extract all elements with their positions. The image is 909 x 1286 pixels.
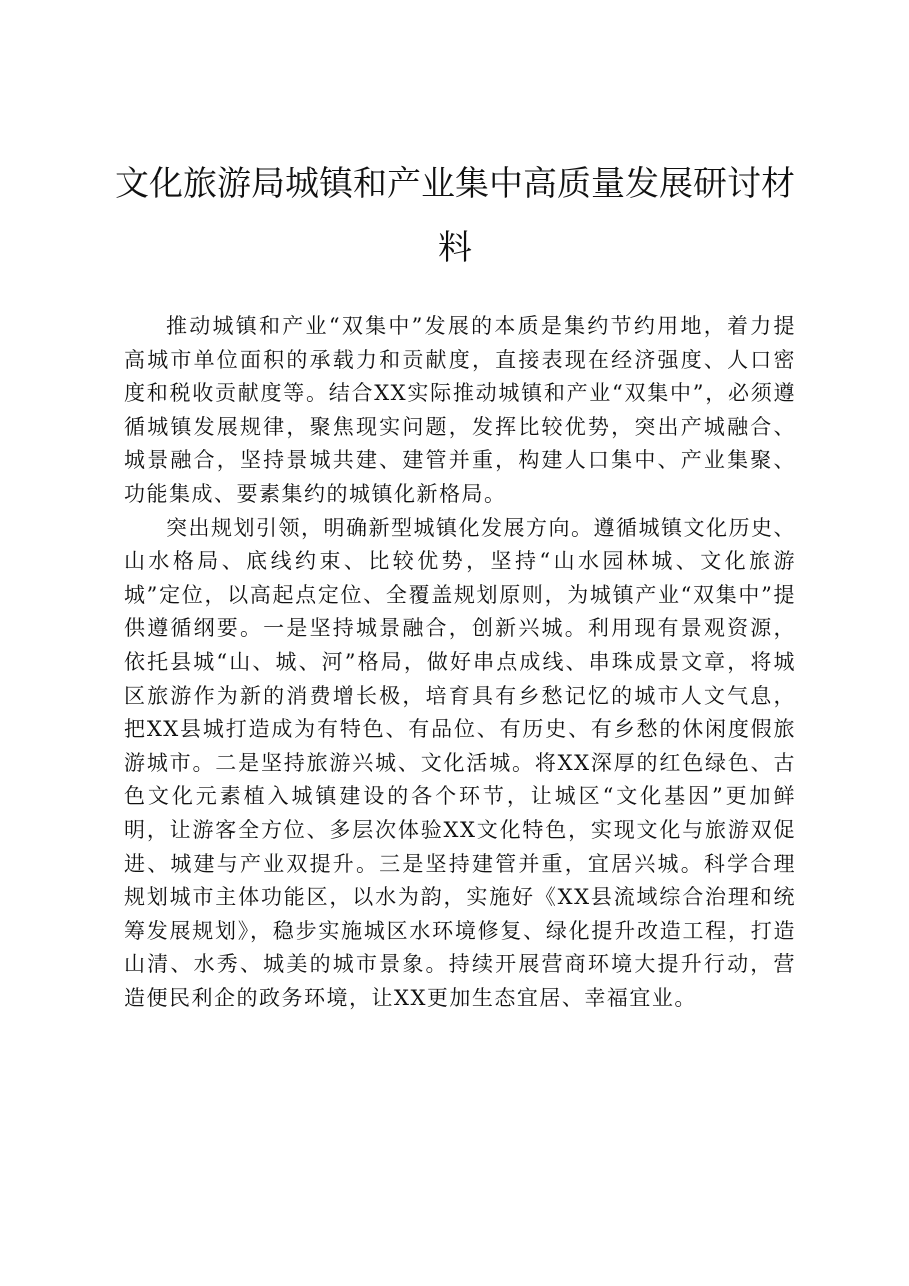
- paragraph-intro: 推动城镇和产业“双集中”发展的本质是集约节约用地，着力提高城市单位面积的承载力和贡献度，直接表现在经济强度、人口密度和税收贡献度等。结合XX实际推动城镇和产业“双集中”，必须遵循城镇发展规律，聚焦现实问题，发挥比较优势，突出产城融合、城景融合，坚持景城共建、建管并重，构建人口集中、产业集聚、功能集成、要素集约的城镇化新格局。: [124, 314, 796, 506]
- document-body: [124, 310, 796, 1015]
- document-title: 文化旅游局城镇和产业集中高质量发展研讨材料: [115, 164, 795, 268]
- paragraph-planning: 突出规划引领，明确新型城镇化发展方向。遵循城镇文化历史、山水格局、底线约束、比较优势，坚持“山水园林城、文化旅游城”定位，以高起点定位、全覆盖规划原则，为城镇产业“双集中”提供遵循纲要。一是坚持城景融合，创新兴城。利用现有景观资源，依托县城“山、城、河”格局，做好串点成线、串珠成景文章，将城区旅游作为新的消费增长极，培育具有乡愁记忆的城市人文气息，把XX县城打造成为有特色、有品位、有历史、有乡愁的休闲度假旅游城市。二是坚持旅游兴城、文化活城。将XX深厚的红色绿色、古色文化元素植入城镇建设的各个环节，让城区“文化基因”更加鲜明，让游客全方位、多层次体验XX文化特色，实现文化与旅游双促进、城建与产业双提升。三是坚持建管并重，宜居兴城。科学合理规划城市主体功能区，以水为韵，实施好《XX县流域综合治理和统筹发展规划》，稳步实施城区水环境修复、绿化提升改造工程，打造山清、水秀、城美的城市景象。持续开展营商环境大提升行动，营造便民利企的政务环境，让XX更加生态宜居、幸福宜业。: [124, 515, 796, 1010]
